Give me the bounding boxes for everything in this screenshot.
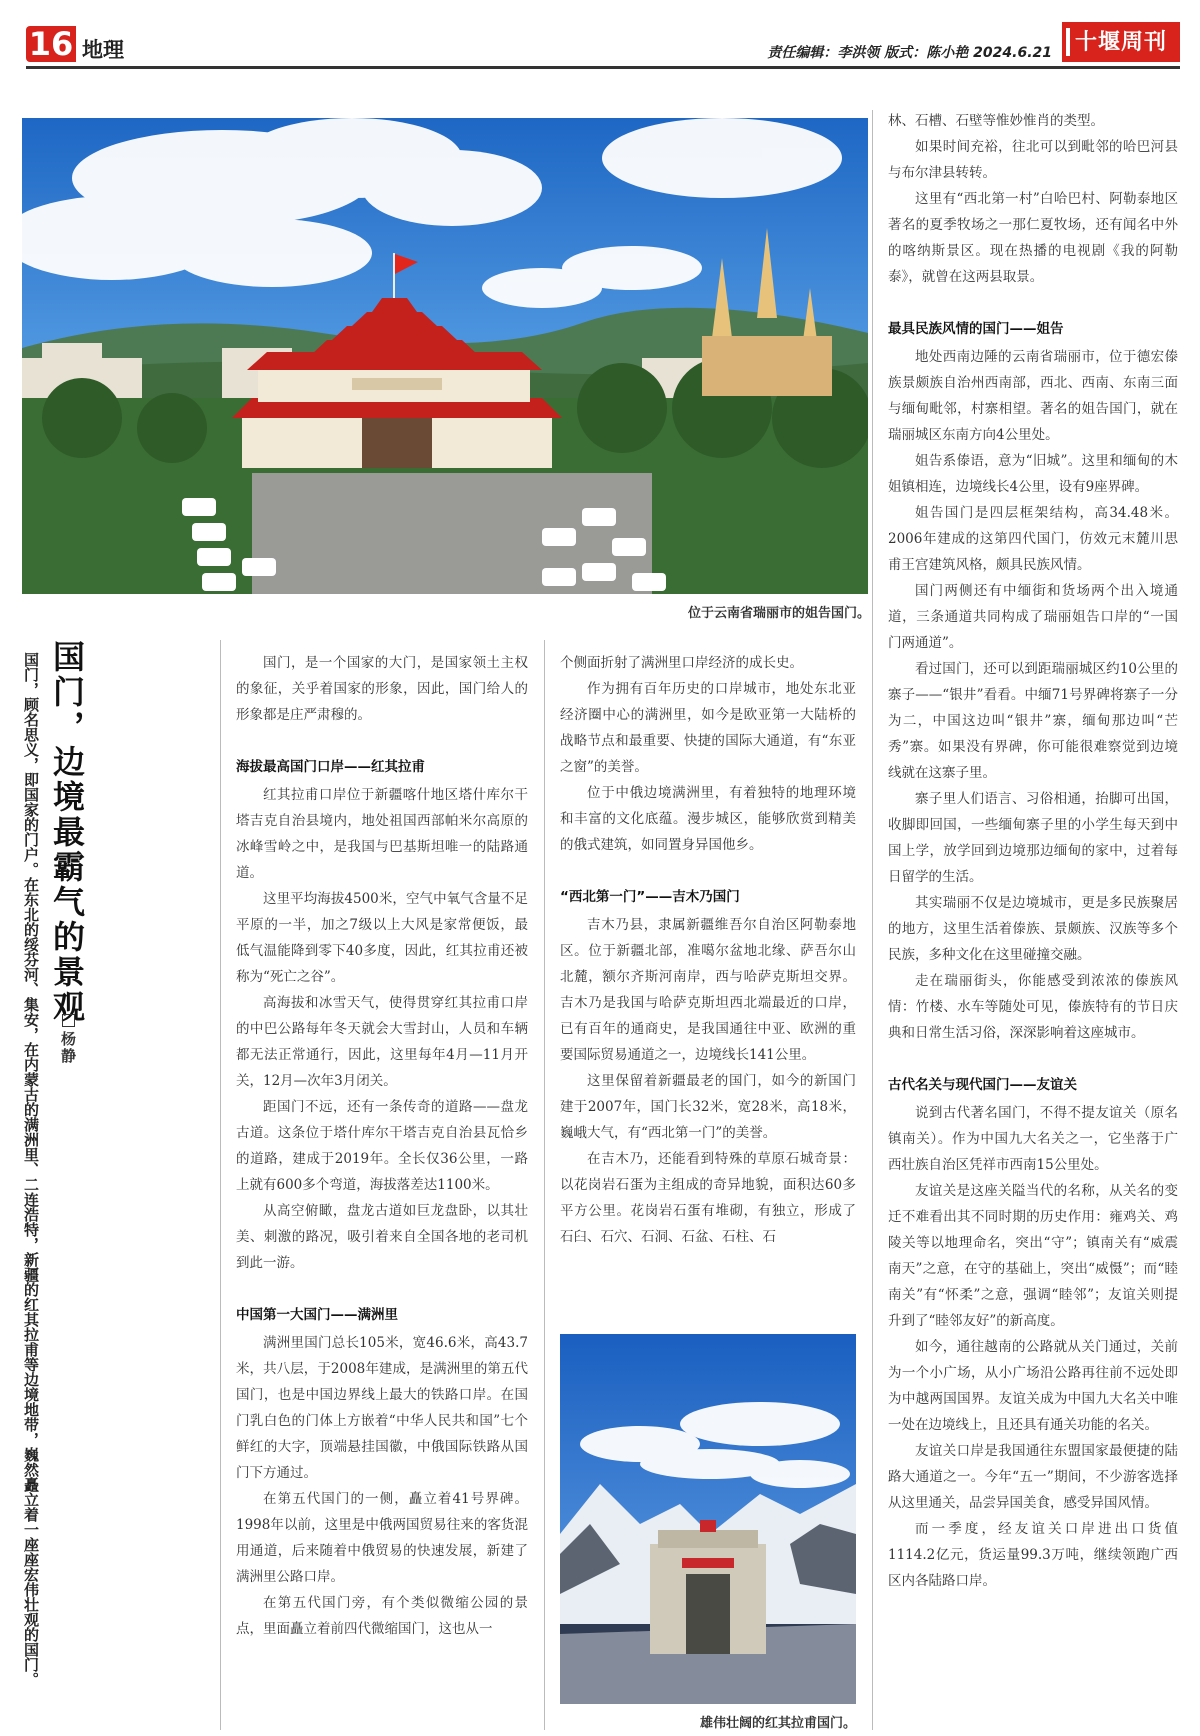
paragraph: 在第五代国门的一侧，矗立着41号界碑。1998年以前，这里是中俄两国贸易往来的客货混用通道，后来随着中俄贸易的快速发展，新建了满洲里公路口岸。 [236,1491,528,1585]
paragraph: 在吉木乃，还能看到特殊的草原石城奇景：以花岗岩石蛋为主组成的奇异地貌，面积达60多平方公里。花岗岩石蛋有堆砌，有独立，形成了石臼、石穴、石洞、石盆、石柱、石 [560,1151,856,1245]
paragraph: 友谊关是这座关隘当代的名称，从关名的变迁不难看出其不同时期的历史作用：雍鸡关、鸡陵关等以地理命名，突出“守”；镇南关有“威震南天”之意，在守的基础上，突出“威慑”；而“睦南关”有“怀柔”之意，强调“睦邻”；友谊关则提升到了“睦邻友好”的新高度。 [888,1183,1178,1329]
jiegao-gate-illustration [22,118,868,594]
subheading-youyiguan: 古代名关与现代国门——友谊关 [888,1077,1077,1093]
paragraph: 地处西南边陲的云南省瑞丽市，位于德宏傣族景颇族自治州西南部，西北、西南、东南三面与缅甸毗邻，村寨相望。著名的姐告国门，就在瑞丽城区东南方向4公里处。 [888,349,1178,443]
paragraph: 寨子里人们语言、习俗相通，抬脚可出国，收脚即回国，一些缅甸寨子里的小学生每天到中国上学，放学回到边境那边缅甸的家中，过着每日留学的生活。 [888,791,1178,885]
paragraph: 林、石槽、石壁等惟妙惟肖的类型。 [888,113,1104,129]
paragraph: 看过国门，还可以到距瑞丽城区约10公里的寨子——“银井”看看。中缅71号界碑将寨子一分为二，中国这边叫“银井”寨，缅甸那边叫“芒秀”寨。如果没有界碑，你可能很难察觉到边境线就在这寨子里。 [888,661,1178,781]
logo-text: 十堰周刊 [1074,29,1167,55]
paragraph: 红其拉甫口岸位于新疆喀什地区塔什库尔干塔吉克自治县境内，地处祖国西部帕米尔高原的冰峰雪岭之中，是我国与巴基斯坦唯一的陆路通道。 [236,787,528,881]
logo-mark [1066,28,1070,56]
paragraph: 在第五代国门旁，有个类似微缩公园的景点，里面矗立着前四代微缩国门，这也从一 [236,1595,528,1637]
paragraph: 吉木乃县，隶属新疆维吾尔自治区阿勒泰地区。位于新疆北部，准噶尔盆地北缘、萨吾尔山北麓，额尔齐斯河南岸，西与哈萨克斯坦交界。吉木乃是我国与哈萨克斯坦西北端最近的口岸，已有百年的通商史，是我国通往中亚、欧洲的重要国际贸易通道之一，边境线长141公里。 [560,917,856,1063]
paragraph: 姐告系傣语，意为“旧城”。这里和缅甸的木姐镇相连，边境线长4公里，设有9座界碑。 [888,453,1178,495]
header-rule [26,66,1180,69]
page-header [0,0,1200,70]
jiegao-gate-photo [22,118,868,594]
paragraph: 而一季度，经友谊关口岸进出口货值1114.2亿元，货运量99.3万吨，继续领跑广西区内各陆路口岸。 [888,1521,1178,1589]
paragraph: 友谊关口岸是我国通往东盟国家最便捷的陆路大通道之一。今年“五一”期间，不少游客选择从这里通关，品尝异国美食，感受异国风情。 [888,1443,1178,1511]
paragraph: 走在瑞丽街头，你能感受到浓浓的傣族风情：竹楼、水车等随处可见，傣族特有的节日庆典和日常生活习俗，深深影响着这座城市。 [888,973,1178,1041]
column-divider [544,640,545,1730]
paragraph: 这里有“西北第一村”白哈巴村、阿勒泰地区著名的夏季牧场之一那仁夏牧场，还有闻名中外的喀纳斯景区。现在热播的电视剧《我的阿勒泰》，就曾在这两县取景。 [888,191,1178,285]
editor-credits: 责任编辑：李洪领 版式：陈小艳 2024.6.21 [767,45,1052,61]
paragraph: 高海拔和冰雪天气，使得贯穿红其拉甫口岸的中巴公路每年冬天就会大雪封山，人员和车辆都无法正常通行，因此，这里每年4月—11月开关，12月—次年3月闭关。 [236,995,528,1089]
paragraph: 这里保留着新疆最老的国门，如今的新国门建于2007年，国门长32米，宽28米，高18米，巍峨大气，有“西北第一门”的美誉。 [560,1073,856,1141]
article-title: 国门，边境最霸气的景观 [48,640,86,1025]
hongqilafu-gate-illustration [560,1334,856,1704]
author-name: 杨静 [59,1031,77,1065]
paragraph: 这里平均海拔4500米，空气中氧气含量不足平原的一半，加之7级以上大风是家常便饭，最低气温能降到零下40多度，因此，红其拉甫还被称为“死亡之谷”。 [236,891,528,985]
subheading-manzhouli: 中国第一大国门——满洲里 [236,1307,398,1323]
paragraph: 距国门不远，还有一条传奇的道路——盘龙古道。这条位于塔什库尔干塔吉克自治县瓦恰乡的道路，建成于2019年。全长仅36公里，一路上就有600多个弯道，海拔落差达1100米。 [236,1099,528,1193]
hongqilafu-gate-photo [560,1334,856,1704]
byline-box-icon [62,1014,75,1027]
photo1-caption: 位于云南省瑞丽市的姐告国门。 [687,606,870,621]
page-number: 16 [26,26,76,62]
paragraph: 从高空俯瞰，盘龙古道如巨龙盘卧，以其壮美、刺激的路况，吸引着来自全国各地的老司机到此一游。 [236,1203,528,1271]
article-lede: 国门，顾名思义，即国家的门户。在东北的绥芬河、集安，在内蒙古的满洲里、二连浩特，新疆的红其拉甫等边境地带，巍然矗立着一座座宏伟壮观的国门。 [22,652,40,1687]
paragraph: 如果时间充裕，往北可以到毗邻的哈巴河县与布尔津县转转。 [888,139,1178,181]
subheading-jimunai: “西北第一门”——吉木乃国门 [560,889,740,905]
article-column-1 [236,650,528,1730]
paragraph: 国门，是一个国家的大门，是国家领土主权的象征，关乎着国家的形象，因此，国门给人的形象都是庄严肃穆的。 [236,655,528,723]
newspaper-logo [1062,22,1180,62]
paragraph: 姐告国门是四层框架结构，高34.48米。2006年建成的这第四代国门，仿效元末麓川思甫王宫建筑风格，颇具民族风情。 [888,505,1178,573]
article-column-3 [888,108,1178,1728]
paragraph: 其实瑞丽不仅是边境城市，更是多民族聚居的地方，这里生活着傣族、景颇族、汉族等多个民族，多种文化在这里碰撞交融。 [888,895,1178,963]
column-divider [872,110,873,1730]
paragraph: 国门两侧还有中缅街和货场两个出入境通道，三条通道共同构成了瑞丽姐告口岸的“一国门两通道”。 [888,583,1178,651]
photo2-caption: 雄伟壮阔的红其拉甫国门。 [699,1716,856,1731]
paragraph: 满洲里国门总长105米，宽46.6米，高43.7米，共八层，于2008年建成，是满洲里的第五代国门，也是中国边界线上最大的铁路口岸。在国门乳白色的门体上方嵌着“中华人民共和国”七个鲜红的大字，顶端悬挂国徽，中俄国际铁路从国门下方通过。 [236,1335,528,1481]
section-name: 地理 [82,38,124,62]
paragraph: 如今，通往越南的公路就从关门通过，关前为一个小广场，从小广场沿公路再往前不远处即为中越两国国界。友谊关成为中国九大名关中唯一处在边境线上，且还具有通关功能的名关。 [888,1339,1178,1433]
column-divider [220,640,221,1730]
subheading-jiegao: 最具民族风情的国门——姐告 [888,321,1064,337]
paragraph: 作为拥有百年历史的口岸城市，地处东北亚经济圈中心的满洲里，如今是欧亚第一大陆桥的战略节点和最重要、快捷的国际大通道，有“东亚之窗”的美誉。 [560,681,856,775]
byline [58,1014,79,1065]
paragraph: 说到古代著名国门，不得不提友谊关（原名镇南关）。作为中国九大名关之一，它坐落于广西壮族自治区凭祥市西南15公里处。 [888,1105,1178,1173]
paragraph: 个侧面折射了满洲里口岸经济的成长史。 [560,655,803,671]
paragraph: 位于中俄边境满洲里，有着独特的地理环境和丰富的文化底蕴。漫步城区，能够欣赏到精美的俄式建筑，如同置身异国他乡。 [560,785,856,853]
subheading-hongqilafu: 海拔最高国门口岸——红其拉甫 [236,759,425,775]
